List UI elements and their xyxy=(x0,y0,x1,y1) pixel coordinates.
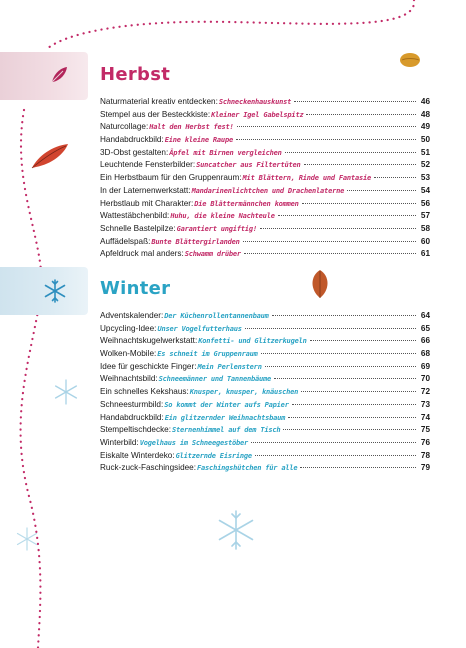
entry-subtitle: Schneckenhauskunst xyxy=(218,98,292,106)
toc-entry[interactable] xyxy=(100,96,430,109)
entry-subtitle: Vogelhaus im Schneegestöber xyxy=(139,438,249,447)
entry-label: Winterbild: xyxy=(100,437,139,447)
page-number: 72 xyxy=(420,387,430,397)
toc-entry[interactable] xyxy=(100,210,430,223)
entry-subtitle: Glitzernde Eisringe xyxy=(175,451,252,460)
page-number: 48 xyxy=(420,109,430,119)
leader-dots xyxy=(288,417,416,418)
leader-dots xyxy=(347,190,416,191)
entry-subtitle: So kommt der Winter aufs Papier xyxy=(164,400,289,409)
leader-dots xyxy=(310,340,416,341)
leader-dots xyxy=(245,328,416,329)
entry-subtitle: Konfetti- und Glitzerkugeln xyxy=(198,337,307,346)
entry-label: In der Laternenwerkstatt: xyxy=(100,185,191,195)
entry-subtitle: Ein glitzernder Weihnachtsbaum xyxy=(164,413,286,422)
page-number: 74 xyxy=(420,412,430,422)
leader-dots xyxy=(374,177,416,178)
leader-dots xyxy=(278,215,416,216)
entry-subtitle: Sternenhimmel auf dem Tisch xyxy=(172,426,281,435)
toc-entry[interactable] xyxy=(100,437,430,450)
entry-label: Eiskalte Winterdeko: xyxy=(100,450,175,460)
page-number: 61 xyxy=(420,249,430,259)
snowflake-icon xyxy=(42,278,68,304)
snowflake-icon xyxy=(52,378,80,406)
page-number: 54 xyxy=(420,185,430,195)
leader-dots xyxy=(285,152,416,153)
page-number: 53 xyxy=(420,173,430,183)
entry-subtitle: Unser Vogelfutterhaus xyxy=(157,324,242,333)
entry-subtitle: Halt den Herbst fest! xyxy=(149,123,234,132)
entry-subtitle: Schwamm drüber xyxy=(184,250,241,259)
toc-entry[interactable] xyxy=(100,172,430,185)
page-number: 79 xyxy=(420,463,430,473)
entry-label: Adventskalender: xyxy=(100,311,164,320)
entry-subtitle: Bunte Blättergirlanden xyxy=(151,237,240,246)
toc-entry[interactable] xyxy=(100,386,430,399)
toc-entry[interactable] xyxy=(100,198,430,211)
toc-entry[interactable] xyxy=(100,248,430,261)
toc-entry[interactable] xyxy=(100,361,430,374)
page-number: 76 xyxy=(420,437,430,447)
leader-dots xyxy=(300,467,416,468)
toc-list xyxy=(100,310,430,475)
page-number: 46 xyxy=(420,97,430,106)
snowflake-icon xyxy=(214,508,258,552)
toc-entry[interactable] xyxy=(100,121,430,134)
entry-subtitle: Äpfel mit Birnen vergleichen xyxy=(169,148,282,157)
toc-entry[interactable] xyxy=(100,159,430,172)
entry-label: Upcycling-Idee: xyxy=(100,323,157,333)
entry-subtitle: Schneemänner und Tannenbäume xyxy=(158,375,272,384)
entry-label: Apfeldruck mal anders: xyxy=(100,249,184,259)
herbst-section xyxy=(100,64,430,261)
toc-entry[interactable] xyxy=(100,185,430,198)
toc-entry[interactable] xyxy=(100,310,430,323)
page-number: 50 xyxy=(420,135,430,145)
leader-dots xyxy=(255,455,416,456)
section-title: Herbst xyxy=(100,64,171,85)
entry-subtitle: Mein Perlenstern xyxy=(197,362,262,371)
entry-subtitle: Garantiert ungiftig! xyxy=(176,224,257,233)
leader-dots xyxy=(304,164,416,165)
toc-entry[interactable] xyxy=(100,335,430,348)
entry-subtitle: Kleiner Igel Gabelspitz xyxy=(211,110,304,119)
page-number: 66 xyxy=(420,336,430,346)
entry-label: Wattestäbchenbild: xyxy=(100,211,170,221)
toc-entry[interactable] xyxy=(100,348,430,361)
page-number: 75 xyxy=(420,425,430,435)
leader-dots xyxy=(243,241,416,242)
page-number: 51 xyxy=(420,147,430,157)
entry-subtitle: Eine kleine Raupe xyxy=(164,136,233,145)
toc-entry[interactable] xyxy=(100,450,430,463)
toc-entry[interactable] xyxy=(100,223,430,236)
red-feather-icon xyxy=(30,140,70,170)
entry-label: Ein Herbstbaum für den Gruppenraum: xyxy=(100,173,242,183)
entry-label: Schneesturmbild: xyxy=(100,399,164,409)
snowflake-icon xyxy=(14,526,40,552)
toc-entry[interactable] xyxy=(100,373,430,386)
page-number: 60 xyxy=(420,236,430,246)
toc-entry[interactable] xyxy=(100,236,430,249)
entry-subtitle: Mandarinenlichtchen und Drachenlaterne xyxy=(191,186,345,195)
toc-entry[interactable] xyxy=(100,109,430,122)
entry-label: Auffädelspaß: xyxy=(100,236,151,246)
herbst-tab xyxy=(0,52,88,100)
page-number: 64 xyxy=(420,311,430,320)
entry-subtitle: Die Blättermännchen kommen xyxy=(194,199,299,208)
leader-dots xyxy=(251,442,416,443)
leader-dots xyxy=(260,228,416,229)
toc-entry[interactable] xyxy=(100,147,430,160)
entry-label: Naturcollage: xyxy=(100,122,149,132)
page-number: 58 xyxy=(420,223,430,233)
leader-dots xyxy=(292,404,416,405)
entry-subtitle: Suncatcher aus Filtertüten xyxy=(196,161,301,170)
toc-entry[interactable] xyxy=(100,412,430,425)
toc-entry[interactable] xyxy=(100,134,430,147)
autumn-leaf-icon xyxy=(48,64,70,86)
entry-label: Ein schnelles Kekshaus: xyxy=(100,387,189,397)
entry-label: Naturmaterial kreativ entdecken: xyxy=(100,97,218,106)
page-number: 78 xyxy=(420,450,430,460)
entry-label: Handabdruckbild: xyxy=(100,135,164,145)
page-number: 73 xyxy=(420,399,430,409)
page-number: 52 xyxy=(420,160,430,170)
entry-label: 3D-Obst gestalten: xyxy=(100,147,169,157)
toc-entry[interactable] xyxy=(100,424,430,437)
entry-subtitle: Huhu, die kleine Nachteule xyxy=(170,212,275,221)
entry-subtitle: Knusper, knusper, knäuschen xyxy=(189,388,299,397)
page-number: 56 xyxy=(420,198,430,208)
leader-dots xyxy=(306,114,416,115)
entry-label: Weihnachtskugelwerkstatt: xyxy=(100,336,198,346)
page-number: 65 xyxy=(420,323,430,333)
toc-entry[interactable] xyxy=(100,399,430,412)
winter-tab xyxy=(0,267,88,315)
toc-entry[interactable] xyxy=(100,323,430,336)
entry-label: Ruck-zuck-Faschingsidee: xyxy=(100,463,197,473)
leader-dots xyxy=(237,126,416,127)
leader-dots xyxy=(274,378,416,379)
toc-entry[interactable] xyxy=(100,462,430,475)
page-number: 57 xyxy=(420,211,430,221)
leader-dots xyxy=(301,391,416,392)
entry-label: Wolken-Mobile: xyxy=(100,349,157,359)
leader-dots xyxy=(294,101,416,102)
entry-label: Weihnachtsbild: xyxy=(100,374,158,384)
winter-section xyxy=(100,278,430,475)
entry-label: Schnelle Bastelpilze: xyxy=(100,223,176,233)
entry-label: Handabdruckbild: xyxy=(100,412,164,422)
page-number: 69 xyxy=(420,361,430,371)
entry-label: Herbstlaub mit Charakter: xyxy=(100,198,194,208)
leader-dots xyxy=(283,429,416,430)
leader-dots xyxy=(236,139,416,140)
leader-dots xyxy=(302,203,416,204)
entry-subtitle: Der Küchenrollentannenbaum xyxy=(164,312,269,320)
leader-dots xyxy=(272,315,416,316)
toc-list xyxy=(100,96,430,261)
leader-dots xyxy=(244,253,416,254)
entry-label: Leuchtende Fensterbilder: xyxy=(100,160,196,170)
entry-subtitle: Es schneit im Gruppenraum xyxy=(157,350,258,359)
entry-subtitle: Mit Blättern, Rinde und Fantasie xyxy=(242,174,372,183)
leader-dots xyxy=(261,353,416,354)
leader-dots xyxy=(265,366,416,367)
entry-label: Stempeltischdecke: xyxy=(100,425,171,435)
page-number: 70 xyxy=(420,374,430,384)
section-title: Winter xyxy=(100,278,171,299)
entry-subtitle: Faschingshütchen für alle xyxy=(197,464,298,473)
entry-label: Stempel aus der Besteckkiste: xyxy=(100,109,211,119)
page-number: 49 xyxy=(420,122,430,132)
entry-label: Idee für geschickte Finger: xyxy=(100,361,197,371)
page-number: 68 xyxy=(420,349,430,359)
